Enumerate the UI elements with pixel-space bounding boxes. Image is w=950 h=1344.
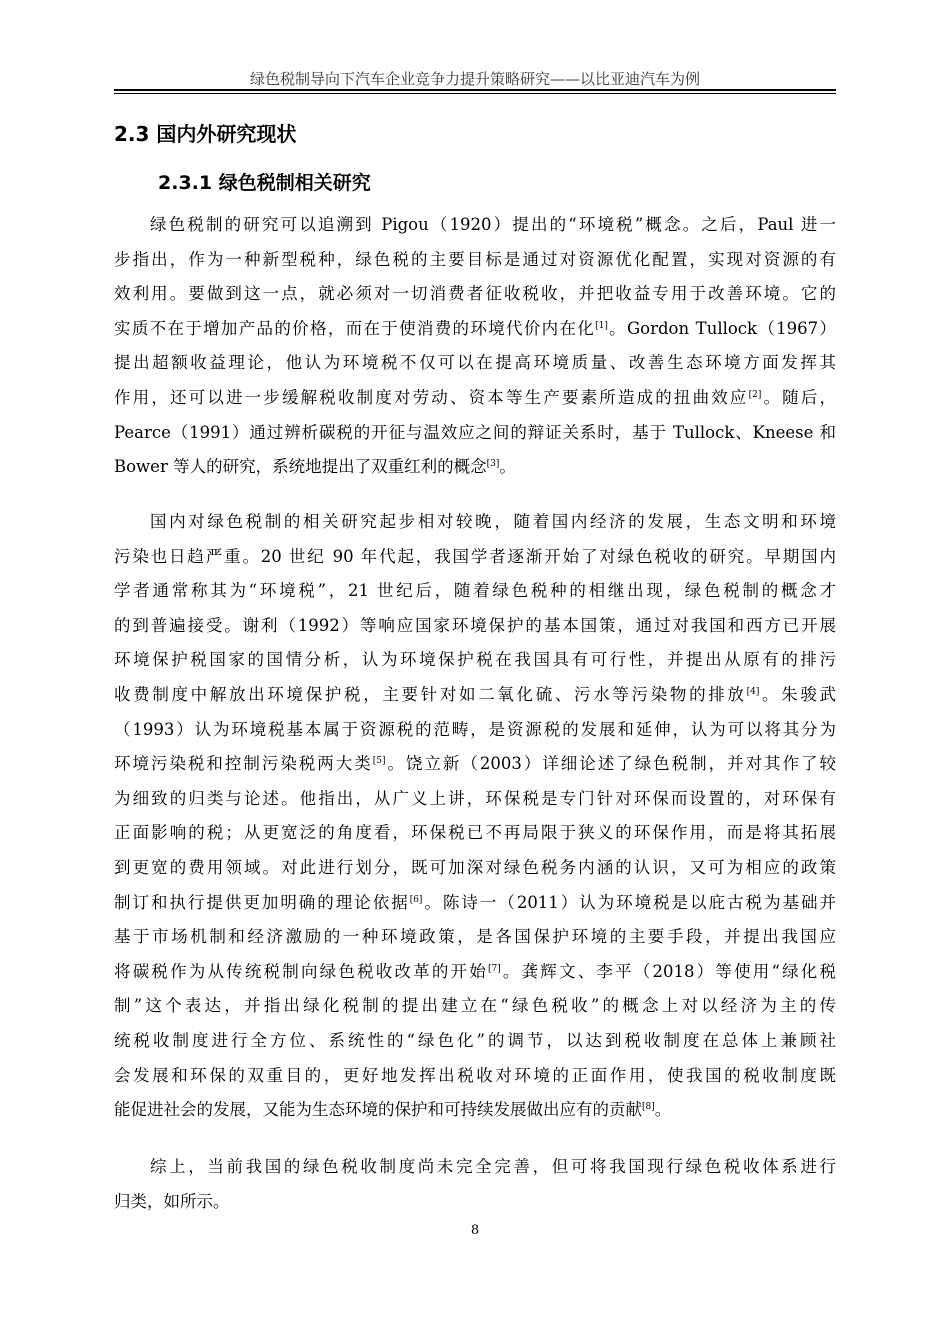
text-line: 综上，当前我国的绿色税收制度尚未完全完善，但可将我国现行绿色税收体系进行 — [150, 1157, 836, 1176]
subsection-heading: 2.3.1 绿色税制相关研究 — [158, 172, 371, 194]
citation-ref[interactable]: [4] — [746, 686, 760, 697]
text-line: Pearce（1991）通过辨析碳税的开征与温效应之间的辩证关系时，基于 Tullock、Kneese 和 — [114, 422, 836, 442]
text-line: （1993）认为环境税基本属于资源税的范畴，是资源税的发展和延伸，认为可以将其分为 — [114, 719, 836, 739]
text-line: Bower 等人的研究，系统地提出了双重红利的概念[3]。 — [114, 457, 516, 477]
text-line: 统税收制度进行全方位、系统性的“绿色化”的调节，以达到税收制度在总体上兼顾社 — [114, 1030, 836, 1050]
text-line: 作用，还可以进一步缓解税收制度对劳动、资本等生产要素所造成的扭曲效应[2]。随后， — [114, 387, 837, 407]
text-line: 收费制度中解放出环境保护税，主要针对如二氧化硫、污水等污染物的排放[4]。朱骏武 — [114, 684, 837, 704]
text-line: 为细致的归类与论述。他指出，从广义上讲，环保税是专门针对环保而设置的，对环保有 — [114, 788, 836, 808]
header-rule-thick — [114, 89, 836, 91]
citation-ref[interactable]: [2] — [748, 389, 762, 400]
header-rule-thin — [114, 93, 836, 94]
paragraph-1 — [114, 208, 836, 485]
text-line: 绿色税制的研究可以追溯到 Pigou（1920）提出的“环境税”概念。之后，Paul 进一 — [150, 215, 836, 234]
text-line: 正面影响的税；从更宽泛的角度看，环保税已不再局限于狭义的环保作用，而是将其拓展 — [114, 823, 836, 843]
citation-ref[interactable]: [7] — [487, 963, 501, 974]
paragraph-2 — [114, 505, 836, 1128]
citation-ref[interactable]: [1] — [595, 320, 608, 331]
text-line: 归类，如所示。 — [114, 1191, 230, 1211]
citation-ref[interactable]: [3] — [486, 459, 500, 470]
page-number: 8 — [470, 1223, 480, 1238]
running-header-title: 绿色税制导向下汽车企业竞争力提升策略研究——以比亚迪汽车为例 — [249, 70, 700, 88]
text-line: 将碳税作为从传统税制向绿色税收改革的开始[7]。龚辉文、李平（2018）等使用“绿化税 — [114, 961, 836, 981]
text-line: 制订和执行提供更加明确的理论依据[6]。陈诗一（2011）认为环境税是以庇古税为基础并 — [114, 892, 837, 912]
text-line: 制”这个表达，并指出绿化税制的提出建立在“绿色税收”的概念上对以经济为主的传 — [114, 996, 836, 1016]
text-line: 实质不在于增加产品的价格，而在于使消费的环境代价内在化[1]。Gordon Tullock（1967） — [114, 318, 836, 338]
text-line: 基于市场机制和经济激励的一种环境政策，是各国保护环境的主要手段，并提出我国应 — [114, 927, 836, 947]
text-line: 会发展和环保的双重目的，更好地发挥出税收对环境的正面作用，使我国的税收制度既 — [114, 1065, 836, 1085]
text-line: 提出超额收益理论，他认为环境税不仅可以在提高环境质量、改善生态环境方面发挥其 — [114, 353, 836, 373]
citation-ref[interactable]: [8] — [642, 1102, 655, 1113]
paragraph-3 — [114, 1150, 836, 1219]
text-line: 步指出，作为一种新型税种，绿色税的主要目标是通过对资源优化配置，实现对资源的有 — [114, 249, 836, 269]
text-line: 到更宽的费用领域。对此进行划分，既可加深对绿色税务内涵的认识，又可为相应的政策 — [114, 857, 836, 877]
text-line: 能促进社会的发展，又能为生态环境的保护和可持续发展做出应有的贡献[8]。 — [114, 1100, 672, 1120]
text-line: 效利用。要做到这一点，就必须对一切消费者征收税收，并把收益专用于改善环境。它的 — [114, 284, 836, 304]
citation-ref[interactable]: [6] — [409, 894, 423, 905]
text-line: 的到普遍接受。谢利（1992）等响应国家环境保护的基本国策，通过对我国和西方已开展 — [114, 615, 836, 635]
text-line: 学者通常称其为“环境税”，21 世纪后，随着绿色税种的相继出现，绿色税制的概念才 — [114, 581, 836, 601]
citation-ref[interactable]: [5] — [372, 756, 386, 767]
section-heading: 2.3 国内外研究现状 — [114, 122, 297, 146]
text-line: 环境保护税国家的国情分析，认为环境保护税在我国具有可行性，并提出从原有的排污 — [114, 650, 836, 670]
text-line: 污染也日趋严重。20 世纪 90 年代起，我国学者逐渐开始了对绿色税收的研究。早期国内 — [114, 546, 836, 566]
text-line: 环境污染税和控制污染税两大类[5]。饶立新（2003）详细论述了绿色税制，并对其作了较 — [114, 754, 836, 774]
text-line: 国内对绿色税制的相关研究起步相对较晚，随着国内经济的发展，生态文明和环境 — [150, 512, 836, 531]
